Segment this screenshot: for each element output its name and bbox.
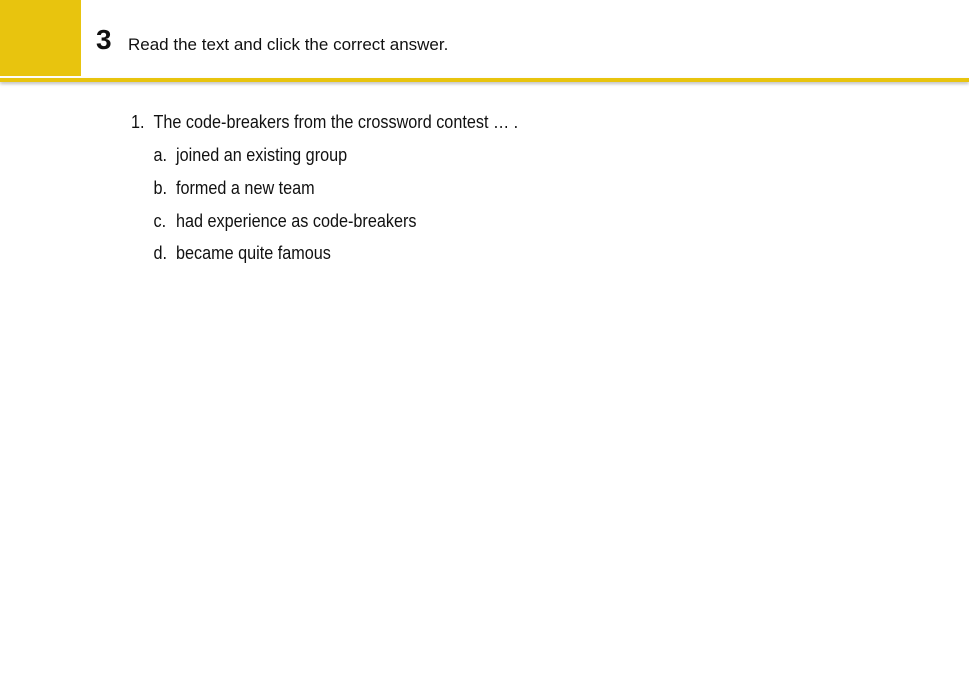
answer-option-a[interactable] bbox=[154, 143, 519, 167]
option-letter: d. bbox=[153, 243, 168, 264]
option-text[interactable]: became quite famous bbox=[176, 243, 331, 264]
answer-option-c[interactable] bbox=[154, 209, 519, 233]
question-1 bbox=[131, 110, 518, 274]
option-text[interactable]: formed a new team bbox=[176, 177, 315, 198]
exercise-number: 3 bbox=[96, 24, 112, 55]
option-letter: c. bbox=[153, 210, 167, 231]
header-divider bbox=[0, 78, 969, 82]
answer-option-d[interactable] bbox=[154, 241, 519, 265]
option-letter: b. bbox=[153, 177, 168, 198]
question-number: 1. bbox=[131, 112, 145, 132]
header-accent-block bbox=[0, 0, 81, 76]
exercise-header bbox=[0, 0, 969, 78]
answer-options bbox=[154, 143, 519, 265]
exercise-instruction: Read the text and click the correct answer. bbox=[128, 35, 449, 54]
answer-option-b[interactable] bbox=[154, 176, 519, 200]
question-text: The code-breakers from the crossword contest … . bbox=[153, 112, 519, 132]
question-stem bbox=[131, 110, 518, 134]
option-letter: a. bbox=[153, 145, 168, 165]
option-text[interactable]: had experience as code-breakers bbox=[176, 210, 417, 231]
option-text[interactable]: joined an existing group bbox=[176, 145, 348, 165]
